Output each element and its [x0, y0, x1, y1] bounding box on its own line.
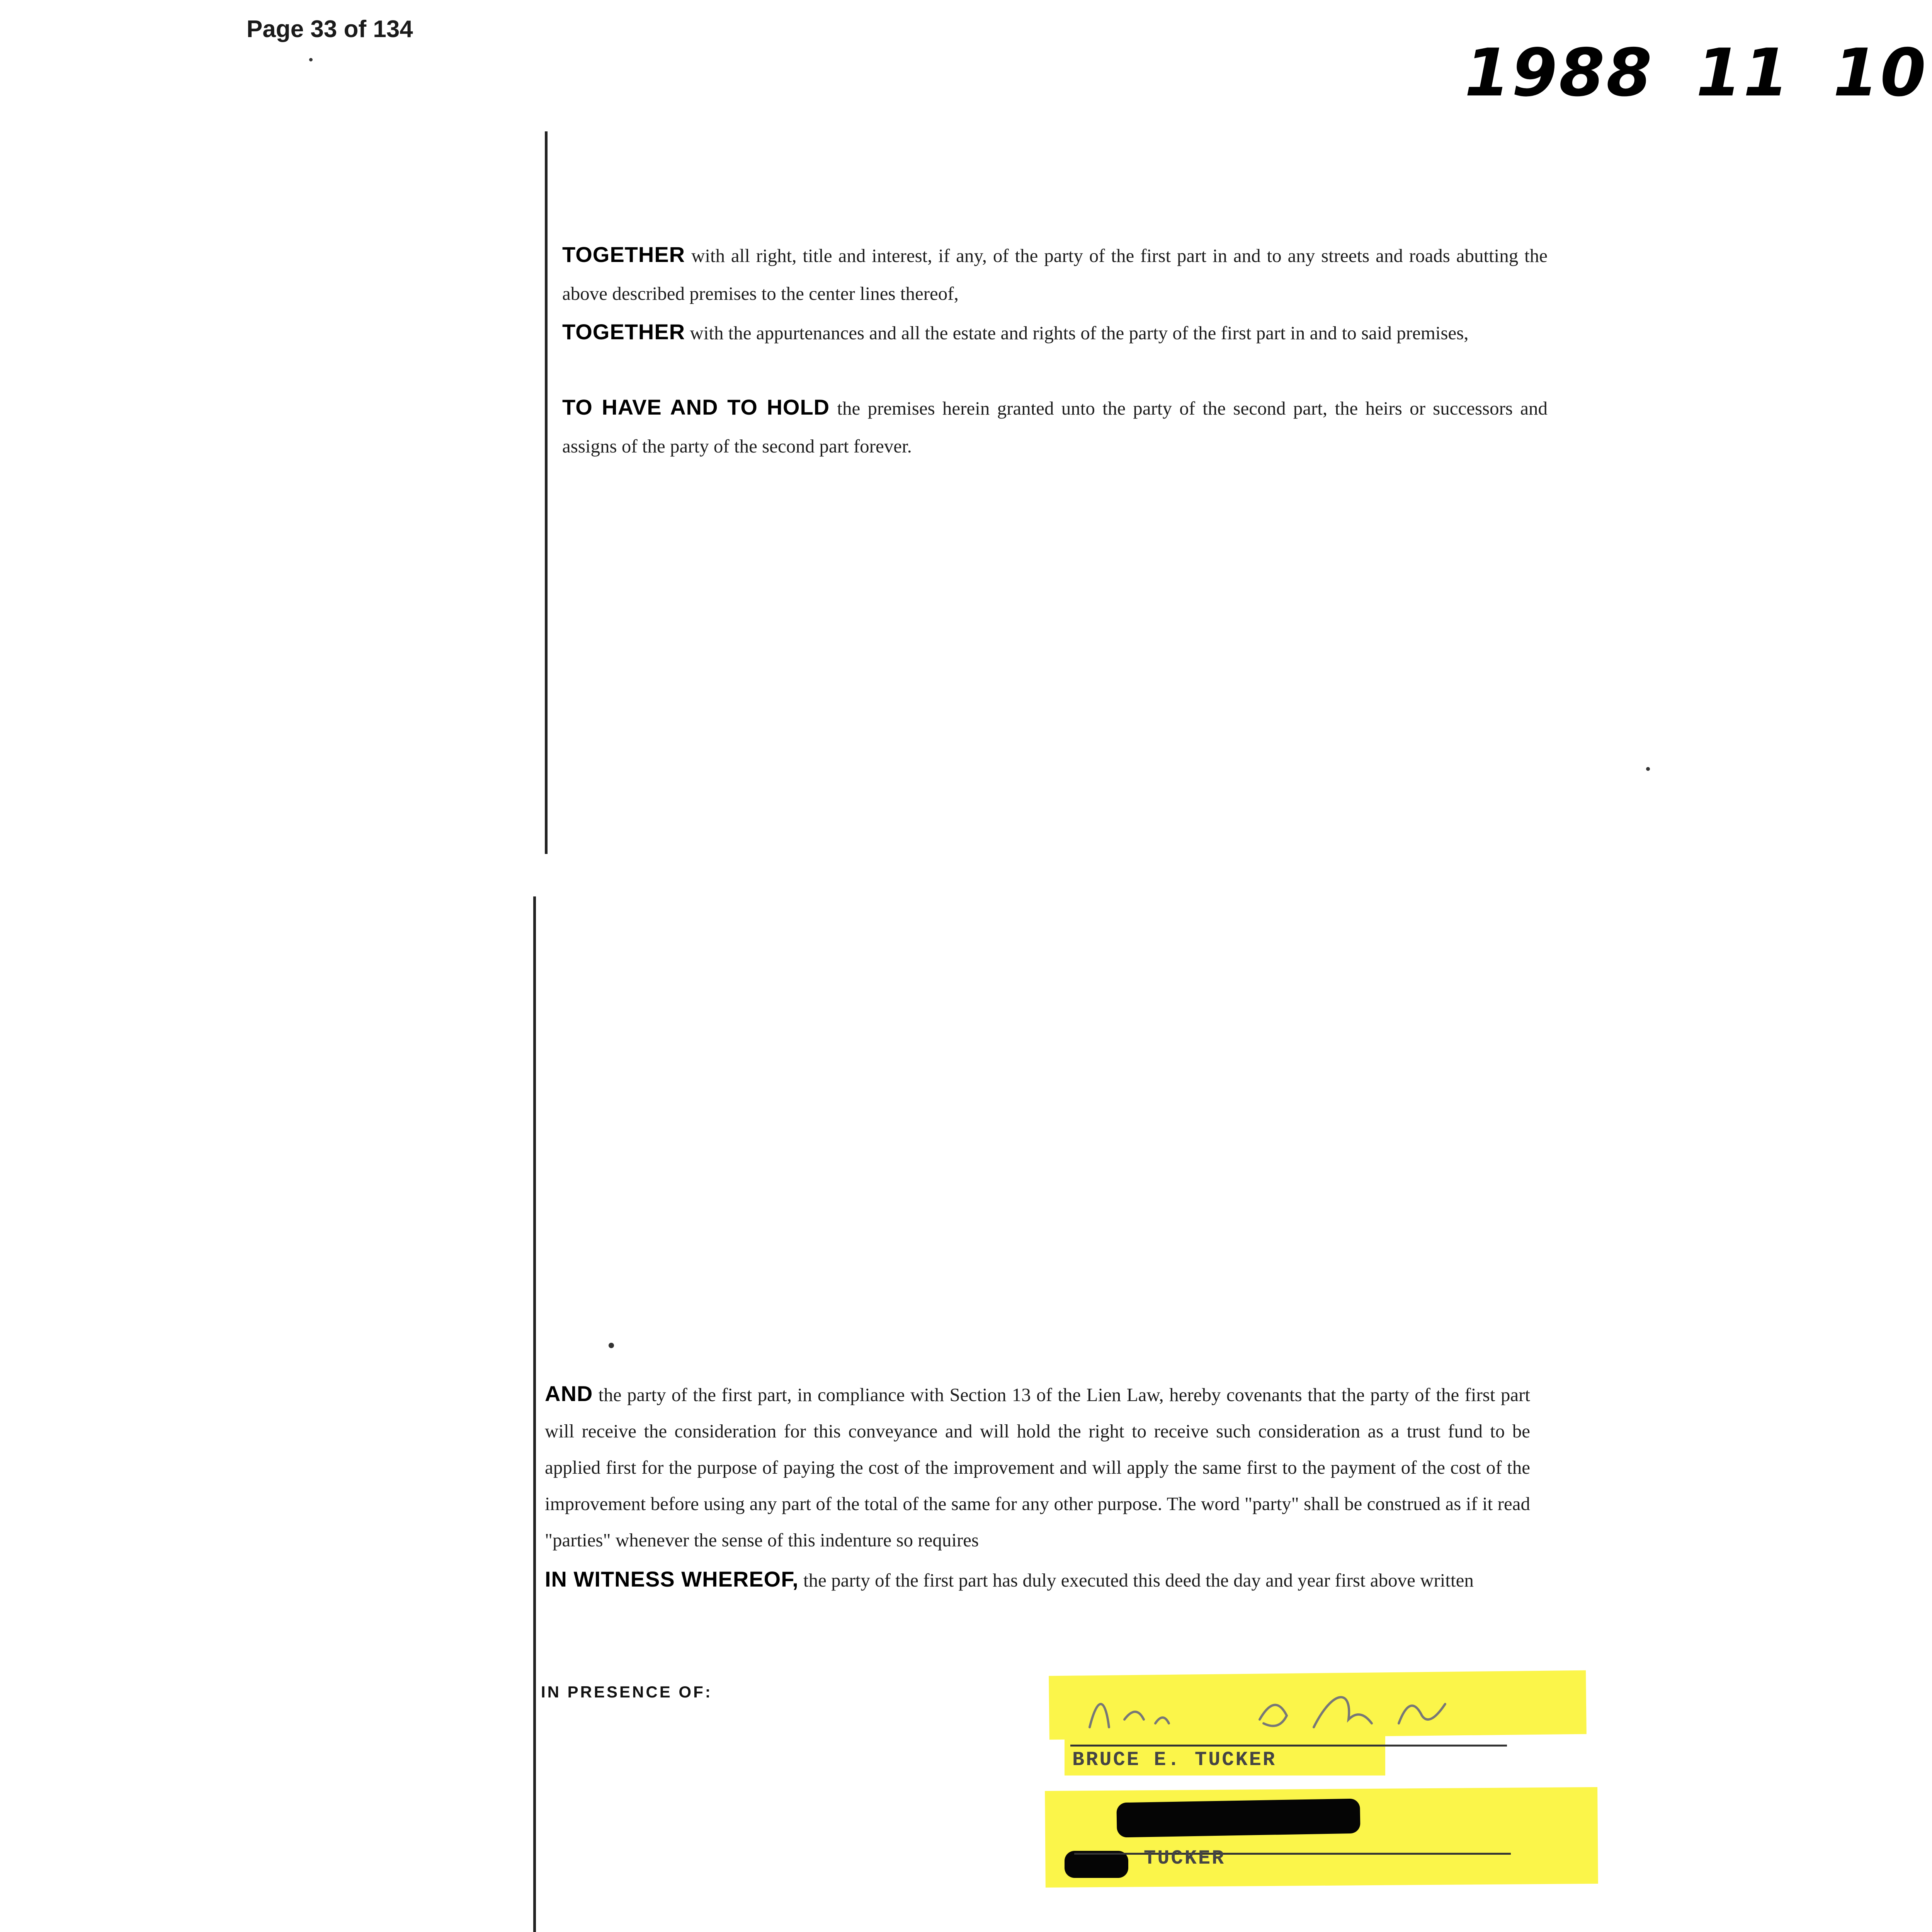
clause-together-streets: [562, 236, 1548, 313]
margin-rule-lower: [533, 896, 536, 1932]
clause-text: with all right, title and interest, if any, of the party of the first part in and to any streets and roads abutting the above described premises to the center lines thereof,: [562, 245, 1548, 304]
signer2-name: TUCKER: [1144, 1847, 1226, 1870]
handwritten-month: 11: [1696, 35, 1791, 111]
handwritten-day: 10: [1833, 35, 1928, 111]
stray-mark: [1646, 767, 1650, 771]
clause-heading: TOGETHER: [562, 320, 685, 344]
handwritten-year: 1988: [1464, 35, 1654, 111]
handwritten-date: [1464, 35, 1932, 111]
clause-text: the party of the first part, in compliance with Section 13 of the Lien Law, hereby covenants that the party of the first part will receive the consideration for this conveyance and will hold the right to receive such consideration as a trust fund to be applied first for the purpose of paying the cost of the improvement and will apply the same first to the payment of the cost of the improvement before using any part of the total of the same for any other purpose. The word "party" shall be construed as if it read "parties" whenever the sense of this indenture so requires: [545, 1384, 1530, 1551]
clause-together-appurtenances: [562, 313, 1548, 352]
clause-in-witness: [545, 1561, 1530, 1599]
clause-heading: AND: [545, 1381, 593, 1406]
clause-text: the premises herein granted unto the party of the second part, the heirs or successors and assigns of the party of the second part forever.: [562, 398, 1548, 457]
signer1-name: BRUCE E. TUCKER: [1072, 1748, 1277, 1771]
stray-mark: [609, 1343, 614, 1348]
clause-text: the party of the first part has duly executed this deed the day and year first above written: [798, 1570, 1474, 1591]
clause-heading: IN WITNESS WHEREOF,: [545, 1567, 799, 1591]
margin-rule-upper: [545, 131, 548, 854]
stray-mark: [309, 58, 313, 61]
clause-text: with the appurtenances and all the estate and rights of the party of the first part in and to said premises,: [685, 322, 1469, 344]
clause-heading: TO HAVE AND TO HOLD: [562, 395, 830, 419]
redaction-bar: [1116, 1799, 1360, 1838]
handwritten-signature: [1082, 1673, 1526, 1743]
page-counter: Page 33 of 134: [247, 16, 413, 43]
redaction-bar: [1065, 1851, 1128, 1878]
signature-line-1: [1070, 1745, 1507, 1747]
clause-lien-law: [545, 1376, 1530, 1558]
signature-line-2: [1074, 1853, 1511, 1855]
clause-heading: TOGETHER: [562, 242, 685, 267]
in-presence-label: IN PRESENCE OF:: [541, 1683, 713, 1701]
clause-habendum: [562, 388, 1548, 465]
